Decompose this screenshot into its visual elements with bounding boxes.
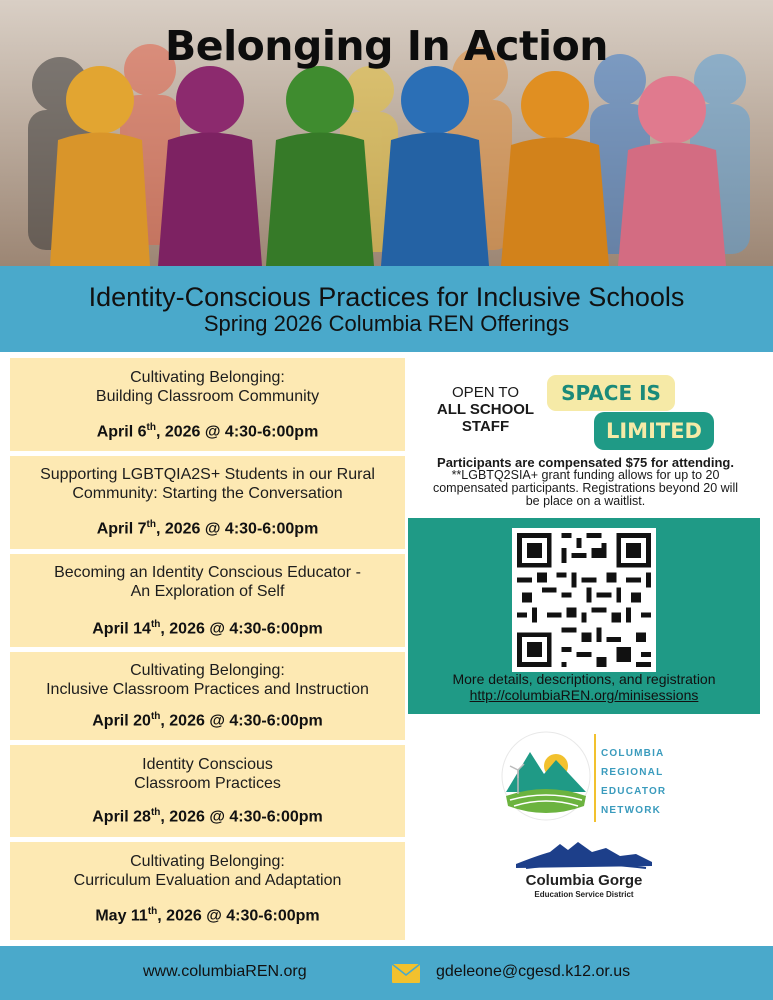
registration-link[interactable]: http://columbiaREN.org/minisessions: [469, 687, 699, 703]
limited-badge: LIMITED: [594, 412, 714, 450]
compensation-detail: **LGBTQ2SIA+ grant funding allows for up to 20: [451, 468, 720, 482]
compensation-headline: Participants are compensated $75 for attending.: [437, 455, 734, 470]
website-link[interactable]: www.columbiaREN.org: [143, 963, 307, 980]
session-card: [10, 842, 405, 940]
session-date: April 6th, 2026 @ 4:30-6:00pm: [96, 422, 319, 441]
session-title-line: Supporting LGBTQIA2S+ Students in our Rural: [40, 466, 375, 483]
audience-line: ALL SCHOOL: [436, 401, 535, 418]
session-card: [10, 358, 405, 451]
session-title-line: Cultivating Belonging:: [130, 662, 285, 679]
session-title-line: Classroom Practices: [134, 775, 281, 792]
session-title-line: An Exploration of Self: [130, 583, 285, 600]
ren-line: REGIONAL: [601, 767, 664, 778]
ren-wordmark: [601, 744, 666, 820]
session-title-line: Building Classroom Community: [95, 388, 320, 405]
session-date: May 11th, 2026 @ 4:30-6:00pm: [95, 906, 320, 925]
session-title-line: Identity Conscious: [142, 756, 273, 773]
session-date: April 7th, 2026 @ 4:30-6:00pm: [96, 519, 319, 538]
ren-line: COLUMBIA: [601, 748, 665, 759]
esd-subtitle: Education Service District: [534, 890, 634, 899]
banner-subtitle: Spring 2026 Columbia REN Offerings: [203, 311, 570, 336]
session-title-line: Community: Starting the Conversation: [72, 485, 343, 502]
space-is-badge: SPACE IS: [547, 375, 675, 411]
session-title-line: Becoming an Identity Conscious Educator -: [54, 564, 361, 581]
banner-title: Identity-Conscious Practices for Inclusive Schools: [88, 282, 685, 312]
email-link[interactable]: gdeleone@cgesd.k12.or.us: [436, 963, 631, 980]
esd-mountain-icon: [516, 838, 652, 872]
compensation-detail: be place on a waitlist.: [525, 494, 646, 508]
session-card: [10, 554, 405, 647]
audience-line: STAFF: [461, 418, 510, 435]
registration-panel: [408, 518, 760, 714]
logo-divider: [594, 734, 596, 822]
compensation-note: [408, 456, 763, 508]
session-date: April 28th, 2026 @ 4:30-6:00pm: [92, 807, 323, 826]
registration-text: More details, descriptions, and registration: [452, 671, 716, 687]
esd-name: Columbia Gorge: [525, 872, 643, 889]
session-title-line: Curriculum Evaluation and Adaptation: [73, 872, 342, 889]
session-date: April 14th, 2026 @ 4:30-6:00pm: [92, 619, 323, 638]
hero-title: Belonging In Action: [165, 22, 608, 70]
session-title-line: Cultivating Belonging:: [130, 853, 285, 870]
hero-image: [0, 0, 773, 266]
audience-line: OPEN TO: [452, 384, 519, 401]
ren-line: EDUCATOR: [601, 786, 667, 797]
ren-line: NETWORK: [601, 805, 662, 816]
session-card: [10, 456, 405, 549]
session-date: April 20th, 2026 @ 4:30-6:00pm: [92, 711, 323, 730]
ren-logo-icon: [496, 730, 596, 822]
audience-note: [423, 384, 548, 435]
compensation-detail: compensated participants. Registrations beyond 20 will: [432, 481, 739, 495]
session-card: [10, 652, 405, 740]
session-title-line: Cultivating Belonging:: [130, 369, 285, 386]
title-banner: [0, 266, 773, 352]
envelope-icon: [392, 964, 420, 983]
session-title-line: Inclusive Classroom Practices and Instruction: [46, 681, 369, 698]
qr-code-icon[interactable]: [512, 528, 656, 672]
footer: [0, 946, 773, 1000]
session-card: [10, 745, 405, 837]
